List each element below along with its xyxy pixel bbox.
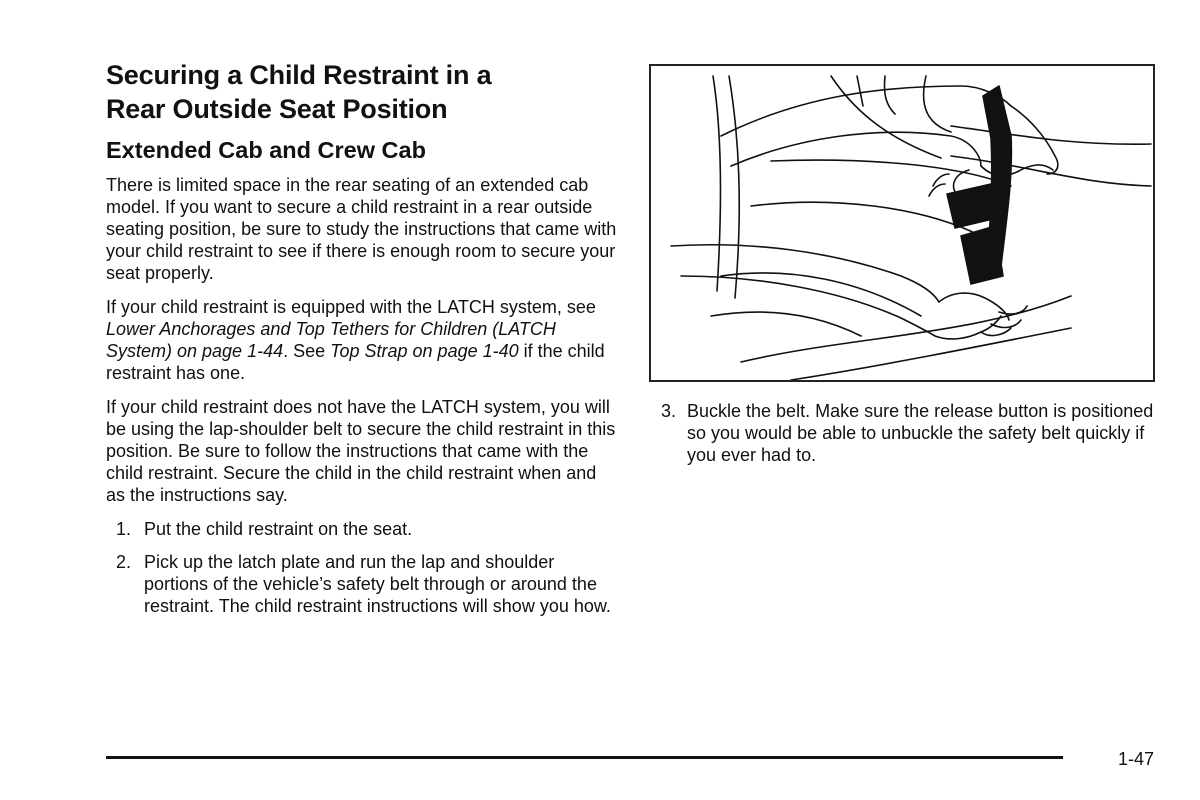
paragraph-latch-text3: if the child restraint has one. <box>106 341 605 383</box>
latch-reference-link[interactable]: Lower Anchorages and Top Tethers for Children (LATCH System) on page 1-44 <box>106 319 556 361</box>
buckle-illustration <box>649 64 1155 382</box>
footer-rule <box>106 756 1063 759</box>
paragraph-limited-space: There is limited space in the rear seating of an extended cab model. If you want to secure a child restraint in a rear outside seating position, be sure to study the instructions that came with your child restraint to see if there is enough room to secure your seat properly. <box>106 175 617 283</box>
step-text: Buckle the belt. Make sure the release button is positioned so you would be able to unbuckle the safety belt quickly if you ever had to. <box>687 401 1154 465</box>
step-text: Pick up the latch plate and run the lap and shoulder portions of the vehicle’s safety belt through or around the restraint. The child restraint instructions will show you how. <box>144 552 611 616</box>
left-column <box>106 58 618 628</box>
paragraph-latch-text2: . See <box>283 341 331 361</box>
list-item <box>106 518 618 540</box>
subsection-title: Extended Cab and Crew Cab <box>106 137 426 163</box>
list-item <box>661 400 1161 466</box>
step-number: 2. <box>116 552 132 572</box>
steps-list <box>106 518 618 617</box>
list-item <box>106 551 618 617</box>
step-text: Put the child restraint on the seat. <box>144 519 413 539</box>
paragraph-no-latch: If your child restraint does not have the LATCH system, you will be using the lap-shoulder belt to secure the child restraint in this position. Be sure to follow the instructions that came with the child restraint. Secure the child in the child restraint when and as the instructions say. <box>106 397 616 505</box>
top-strap-reference-link[interactable]: Top Strap on page 1-40 <box>330 341 519 361</box>
section-title <box>106 58 618 126</box>
section-title-line1: Securing a Child Restraint in a <box>106 60 492 90</box>
step-number: 3. <box>661 401 677 421</box>
section-title-line2: Rear Outside Seat Position <box>106 94 448 124</box>
paragraph-latch-text1: If your child restraint is equipped with the LATCH system, see <box>106 297 596 317</box>
paragraph-latch <box>106 296 618 384</box>
steps-list-continued <box>661 400 1161 466</box>
right-column <box>661 400 1161 477</box>
step-number: 1. <box>116 519 132 539</box>
page-number: 1-47 <box>1118 749 1155 769</box>
